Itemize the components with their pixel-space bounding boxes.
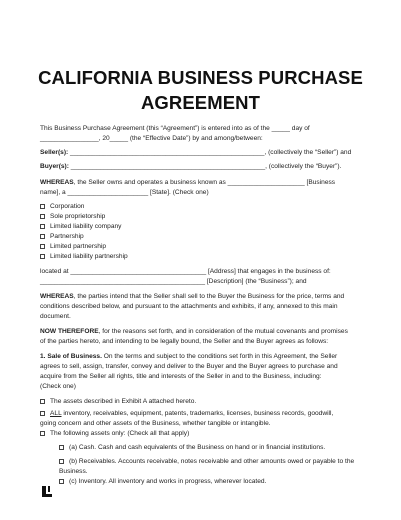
asset-option-all[interactable] xyxy=(40,409,333,419)
sub-option-receivables[interactable] xyxy=(59,457,354,467)
located-line2: _____________________________________________ [Description] (the “Business”); and xyxy=(40,278,307,285)
entity-option-label: Limited liability company xyxy=(50,223,122,230)
checkbox-icon[interactable] xyxy=(59,479,64,484)
checkbox-icon[interactable] xyxy=(40,411,45,416)
now-therefore-line2: of the parties hereto, and intending to be legally bound, the Seller and the Buyer agrees as follows: xyxy=(40,338,329,345)
section1-line1 xyxy=(40,352,337,362)
section1-text: On the terms and subject to the conditions set forth in this Agreement, the Seller xyxy=(101,353,338,360)
entity-option-label: Sole proprietorship xyxy=(50,213,106,220)
seller-label: Seller(s): xyxy=(40,149,69,156)
section1-line3: acquire from the Seller all rights, title and interests of the Seller in and to the Business, including: xyxy=(40,373,322,380)
now-therefore-text: , for the reasons set forth, and in consideration of the mutual covenants and promises xyxy=(98,328,348,335)
checkbox-icon[interactable] xyxy=(40,234,45,239)
whereas2-line2: conditions described below, and pursuant to the attachments and exhibits, if any, annexed to this main xyxy=(40,303,338,310)
whereas1-text: , the Seller owns and operates a business known as _____________________ [Business xyxy=(73,179,336,186)
entity-option-sole-proprietorship[interactable] xyxy=(40,212,105,222)
now-therefore-label: NOW THEREFORE xyxy=(40,328,99,335)
sub-option-label: (b) Receivables. Accounts receivable, notes receivable and other amounts owed or payable to the xyxy=(69,458,355,465)
intro-line1: This Business Purchase Agreement (this “Agreement”) is entered into as of the _____ day of xyxy=(40,125,310,132)
checkbox-icon[interactable] xyxy=(40,204,45,209)
checkbox-icon[interactable] xyxy=(59,459,64,464)
buyer-blank: _____________________________________________________, (collectively the “Buyer”). xyxy=(68,163,342,170)
seller-blank: _____________________________________________________, (collectively the “Seller”) and xyxy=(68,149,352,156)
buyer-label: Buyer(s): xyxy=(40,163,69,170)
entity-option-llc[interactable] xyxy=(40,222,121,232)
asset-option-label: The following assets only: (Check all that apply) xyxy=(50,430,190,437)
whereas1-line1 xyxy=(40,178,335,188)
checkbox-icon[interactable] xyxy=(40,254,45,259)
whereas2-line3: document. xyxy=(40,313,71,320)
asset-option-label: The assets described in Exhibit A attached hereto. xyxy=(50,398,197,405)
intro-line2: ________________, 20_____ (the “Effective Date”) by and among/between: xyxy=(40,135,263,142)
sub-option-label: (a) Cash. Cash and cash equivalents of the Business on hand or in financial institutions. xyxy=(69,444,326,451)
checkbox-icon[interactable] xyxy=(59,445,64,450)
entity-option-corporation[interactable] xyxy=(40,202,84,212)
section1-heading: 1. Sale of Business. xyxy=(40,353,102,360)
buyer-line xyxy=(40,162,341,172)
whereas2-text: , the parties intend that the Seller shall sell to the Buyer the Business for the price, terms and xyxy=(73,293,345,300)
seller-line xyxy=(40,148,351,158)
now-therefore-line1 xyxy=(40,327,348,337)
whereas1-line2: name], a ______________________ [State]. (Check one) xyxy=(40,189,209,196)
checkbox-icon[interactable] xyxy=(40,244,45,249)
sub-option-receivables-line2: Business. xyxy=(59,468,88,475)
section1-line4: (Check one) xyxy=(40,383,76,390)
asset-option-all-line2: going concern and other assets of the Business, whether tangible or intangible. xyxy=(40,420,271,427)
document-title-line1: CALIFORNIA BUSINESS PURCHASE xyxy=(38,67,363,88)
checkbox-icon[interactable] xyxy=(40,431,45,436)
checkbox-icon[interactable] xyxy=(40,214,45,219)
asset-option-all-emphasis: ALL xyxy=(50,410,62,417)
entity-option-label: Limited partnership xyxy=(50,243,107,250)
section1-line2: agrees to sell, assign, transfer, convey and deliver to the Buyer and the Buyer agrees to purchase and xyxy=(40,363,338,370)
whereas2-label: WHEREAS xyxy=(40,293,74,300)
entity-option-llp[interactable] xyxy=(40,252,128,262)
asset-option-following[interactable] xyxy=(40,429,189,439)
sub-option-cash[interactable] xyxy=(59,443,325,453)
checkbox-icon[interactable] xyxy=(40,399,45,404)
whereas1-label: WHEREAS xyxy=(40,179,74,186)
asset-option-exhibit-a[interactable] xyxy=(40,397,196,407)
asset-option-label: inventory, receivables, equipment, patents, trademarks, licenses, business records, goodwill, xyxy=(61,410,334,417)
checkbox-icon[interactable] xyxy=(40,224,45,229)
sub-option-label: (c) Inventory. All inventory and works in progress, wherever located. xyxy=(69,478,267,485)
entity-option-partnership[interactable] xyxy=(40,232,84,242)
entity-option-label: Corporation xyxy=(50,203,85,210)
document-title-line2: AGREEMENT xyxy=(140,92,261,113)
entity-option-label: Limited liability partnership xyxy=(50,253,128,260)
entity-option-label: Partnership xyxy=(50,233,84,240)
brand-logo-icon xyxy=(40,485,54,499)
entity-option-limited-partnership[interactable] xyxy=(40,242,106,252)
whereas2-line1 xyxy=(40,292,344,302)
located-line1: located at _____________________________________ [Address] that engages in the business of: xyxy=(40,268,331,275)
sub-option-inventory[interactable] xyxy=(59,477,266,487)
